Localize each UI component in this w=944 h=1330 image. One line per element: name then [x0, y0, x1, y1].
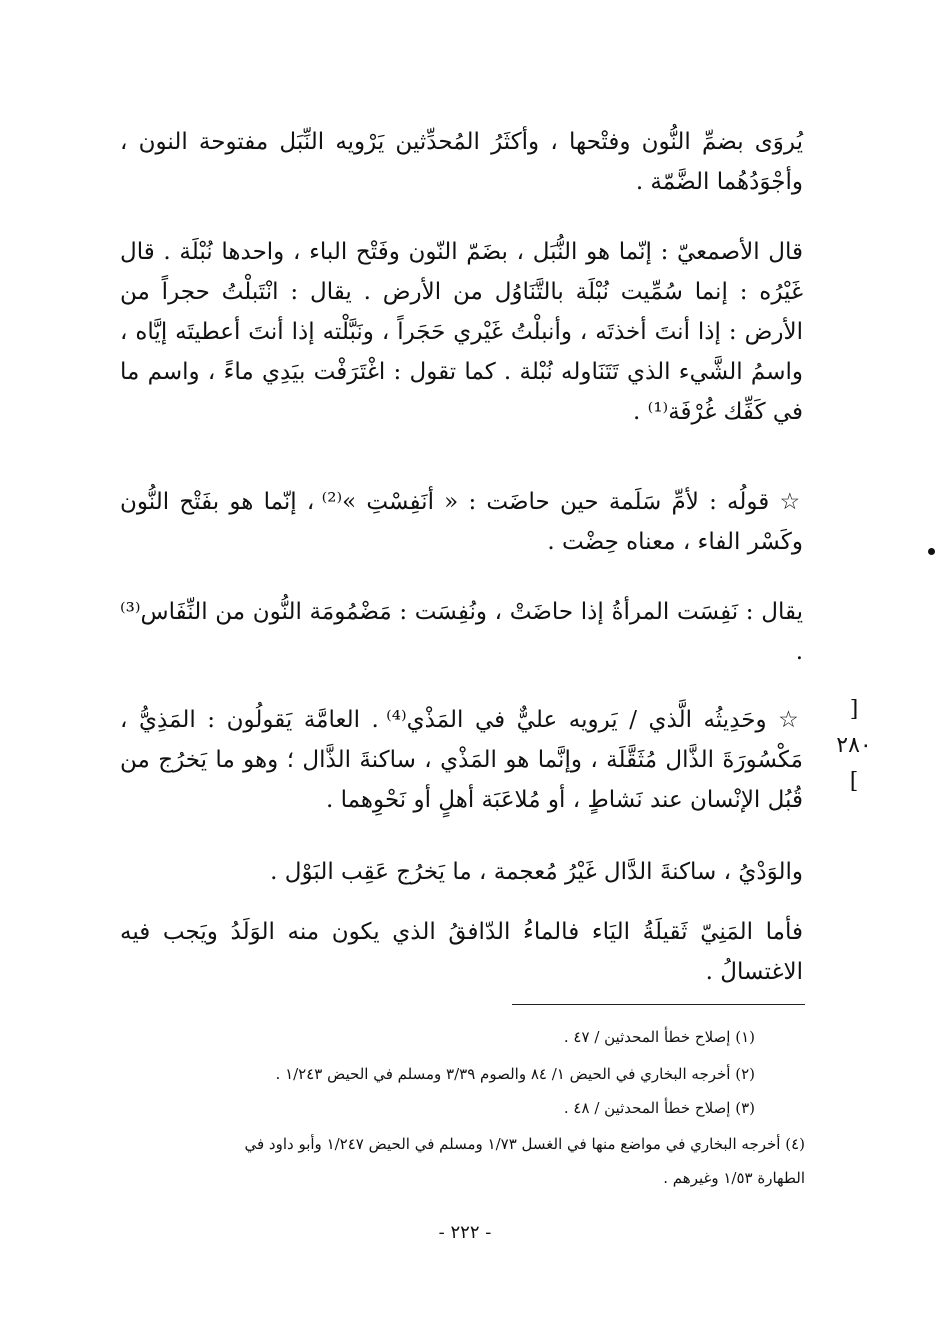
paragraph-2: قال الأصمعيّ : إنّما هو النُّبَل ، بضَمّ النّون وفَتْح الباء ، واحدها نُبْلَة . قال غَيْرُه : إنما سُمِّيت نُبْلَة بالتَّنَاوُل من الأرض . يقال : انْتَبلْتُ حجراً من الأرض : إذا أنتَ أخذتَه ، وأنبلْتُ غَيْري حَجَراً ، ونَبَّلْته إذا أنتَ أعطيتَه إيَّاه ، واسمُ الشَّيء الذي تَتَنَاوله نُبْلة . كما تقول : اغْتَرَفْت بيَدِي ماءً ، واسم ما في كَفِّك غُرْفَة⁽¹⁾ . — [120, 239, 803, 425]
footnote-2: (٢) أخرجه البخاري في الحيض ١/ ٨٤ والصوم ٣/٣٩ ومسلم في الحيض ١/٢٤٣ . — [275, 1065, 755, 1083]
paragraph-3: ☆ قولُه : لأمِّ سَلَمة حين حاضَت : « أنَفِسْتِ »⁽²⁾ ، إنّما هو بفَتْح النُّون وكَسْر الفاء ، معناه حِضْت . — [120, 489, 803, 555]
page-number: - ٢٢٢ - — [438, 1222, 492, 1243]
paragraph-6: والوَدْيُ ، ساكنةَ الدَّال غَيْرُ مُعجمة ، ما يَخرُج عَقِب البَوْل . — [270, 859, 803, 885]
margin-page-reference: [ ٢٨٠ ] — [836, 697, 872, 794]
scan-speck — [928, 548, 935, 555]
paragraph-7: فأما المَنِيّ ثَقيلَةُ اليَاء فالماءُ الدّافقُ الذي يكون منه الوَلَدُ ويَجب فيه الاغتسالُ . — [120, 919, 803, 985]
footnote-3: (٣) إصلاح خطأ المحدثين / ٤٨ . — [563, 1099, 755, 1117]
footnote-divider — [512, 1004, 805, 1005]
paragraph-5: ☆ وحَدِيثُه الَّذي / يَرويه عليٌّ في المَذْي⁽⁴⁾ . العامَّة يَقولُون : المَذِيُّ ، مَكْسُورَةَ الذَّال مُثَقَّلَة ، وإنَّما هو المَذْي ، ساكنةَ الذَّال ؛ وهو ما يَخرُج من قُبُل الإنْسان عند نَشاطٍ ، أو مُلاعَبَة أهلٍ أو نَحْوِهما . — [120, 707, 803, 813]
footnote-4-continued: الطهارة ١/٥٣ وغيرهم . — [663, 1169, 805, 1187]
paragraph-1: يُروَى بضمِّ النُّون وفتْحها ، وأكثَرُ المُحدِّثين يَرْويه النِّبَل مفتوحة النون ، وأجْوَدُهُما الضَّمّة . — [120, 129, 803, 195]
footnote-4: (٤) أخرجه البخاري في مواضع منها في الغسل ١/٧٣ ومسلم في الحيض ١/٢٤٧ وأبو داود في — [244, 1135, 805, 1153]
footnote-1: (١) إصلاح خطأ المحدثين / ٤٧ . — [563, 1028, 755, 1046]
paragraph-4: يقال : نَفِسَت المرأةُ إذا حاضَتْ ، ونُفِسَت : مَضْمُومَة النُّون من النِّفَاس⁽³⁾ . — [120, 599, 803, 665]
